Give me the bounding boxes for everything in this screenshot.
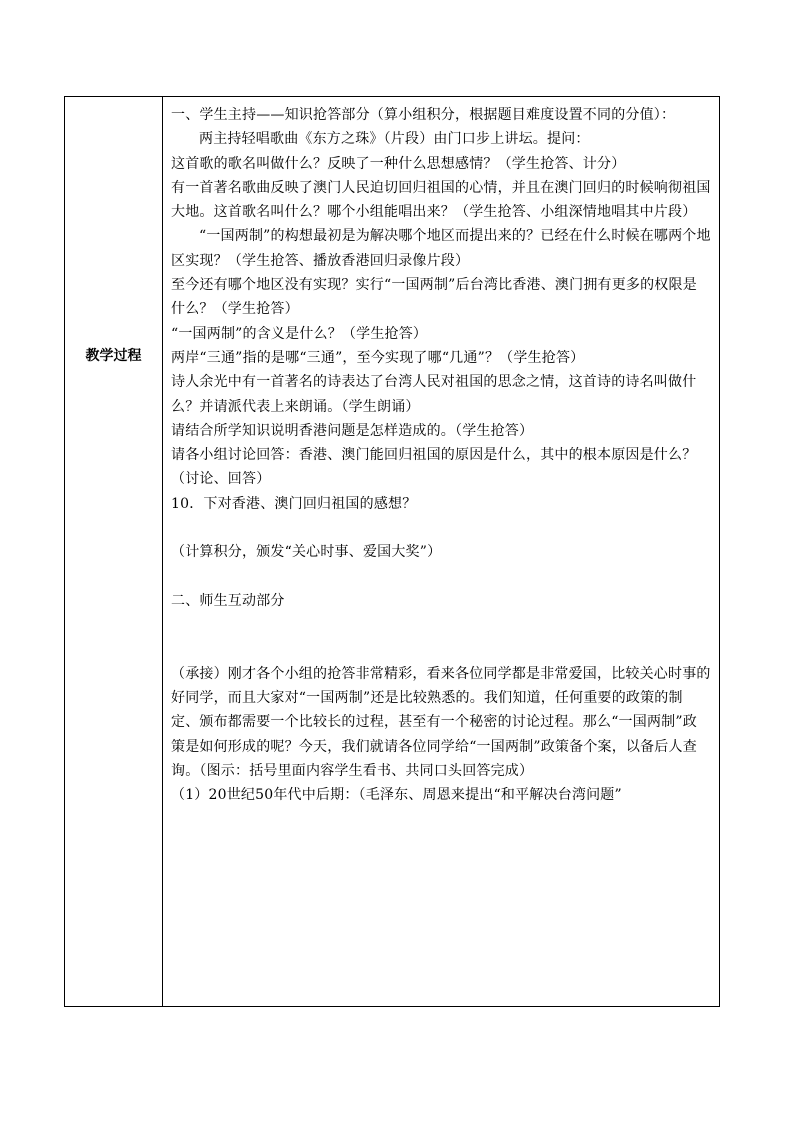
- lesson-content: [171, 103, 711, 808]
- paragraph-award-note: （计算积分，颁发“关心时事、爱国大奖”）: [171, 544, 442, 561]
- question-item: 有一首著名歌曲反映了澳门人民迫切回归祖国的心情，并且在澳门回归的时候响彻祖国大地。这首歌名叫什么？哪个小组能唱出来？（学生抢答、小组深情地唱其中片段）: [171, 179, 711, 221]
- question-item: 这首歌的歌名叫做什么？反映了一种什么思想感情？（学生抢答、计分）: [171, 155, 626, 172]
- paragraph-timeline-item: （1）20世纪50年代中后期：（毛泽东、周恩来提出“和平解决台湾问题”: [171, 787, 622, 804]
- question-item: 至今还有哪个地区没有实现？实行“一国两制”后台湾比香港、澳门拥有更多的权限是什么？（学生抢答）: [171, 277, 697, 318]
- question-item: “一国两制”的含义是什么？（学生抢答）: [171, 325, 428, 342]
- paragraph-interaction-heading: 二、师生互动部分: [171, 592, 285, 609]
- question-item: 请结合所学知识说明香港问题是怎样造成的。（学生抢答）: [171, 422, 534, 439]
- paragraph-transition: （承接）刚才各个小组的抢答非常精彩，看来各位同学都是非常爱国，比较关心时事的好同学，而且大家对“一国两制”还是比较熟悉的。我们知道，任何重要的政策的制定、颁布都需要一个比较长的过程，甚至有一个秘密的讨论过程。那么“一国两制”政策是如何形成的呢？今天，我们就请各位同学给“一国两制”政策备个案，以备后人查询。（图示：括号里面内容学生看书、共同口头回答完成）: [171, 665, 711, 780]
- section-label: 教学过程: [85, 348, 142, 364]
- question-item: “一国两制”的构想最初是为解决哪个地区而提出来的？已经在什么时候在哪两个地区实现？（学生抢答、播放香港回归录像片段）: [171, 228, 711, 269]
- column-divider: [162, 97, 163, 1006]
- paragraph-knowledge-quiz-heading: 一、学生主持——知识抢答部分（算小组积分，根据题目难度设置不同的分值）：: [171, 107, 676, 123]
- question-item: 诗人余光中有一首著名的诗表达了台湾人民对祖国的思念之情，这首诗的诗名叫做什么？并请派代表上来朗诵。（学生朗诵）: [171, 374, 697, 415]
- question-item: 两岸“三通”指的是哪“三通”，至今实现了哪“几通”？（学生抢答）: [171, 349, 585, 366]
- question-item: 请各小组讨论回答：香港、澳门能回归祖国的原因是什么，其中的根本原因是什么？（讨论、回答）: [171, 447, 697, 488]
- paragraph-host-intro: 两主持轻唱歌曲《东方之珠》（片段）由门口步上讲坛。提问：: [199, 131, 590, 148]
- lesson-table: [64, 96, 720, 1007]
- question-item: 10．下对香港、澳门回归祖国的感想？: [171, 495, 417, 512]
